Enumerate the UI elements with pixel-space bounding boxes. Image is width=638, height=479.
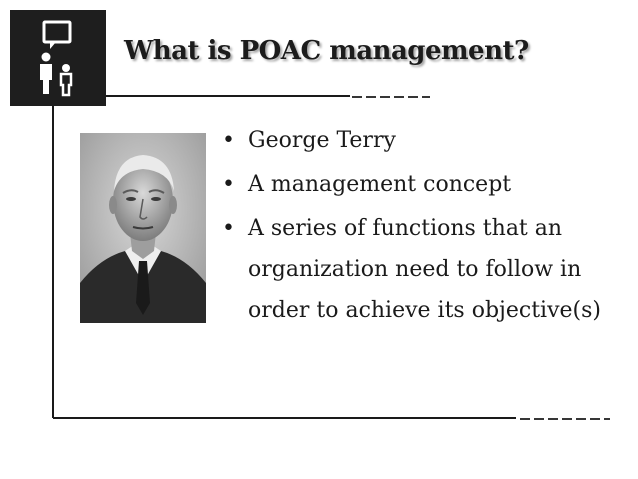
bullet-text: A series of functions that an organization need to follow in order to achieve its objective(s) — [248, 216, 601, 323]
bullet-item — [222, 208, 612, 331]
bullet-item — [222, 164, 612, 205]
bullet-item — [222, 120, 612, 161]
bullet-text: George Terry — [248, 128, 396, 153]
bullet-marker: • — [222, 172, 235, 197]
bullet-marker: • — [222, 216, 235, 241]
portrait-photo — [80, 133, 206, 323]
slide-title: What is POAC management? — [124, 36, 529, 66]
bullet-list — [222, 120, 612, 334]
bullet-text: A management concept — [248, 172, 512, 197]
bullet-marker: • — [222, 128, 235, 153]
